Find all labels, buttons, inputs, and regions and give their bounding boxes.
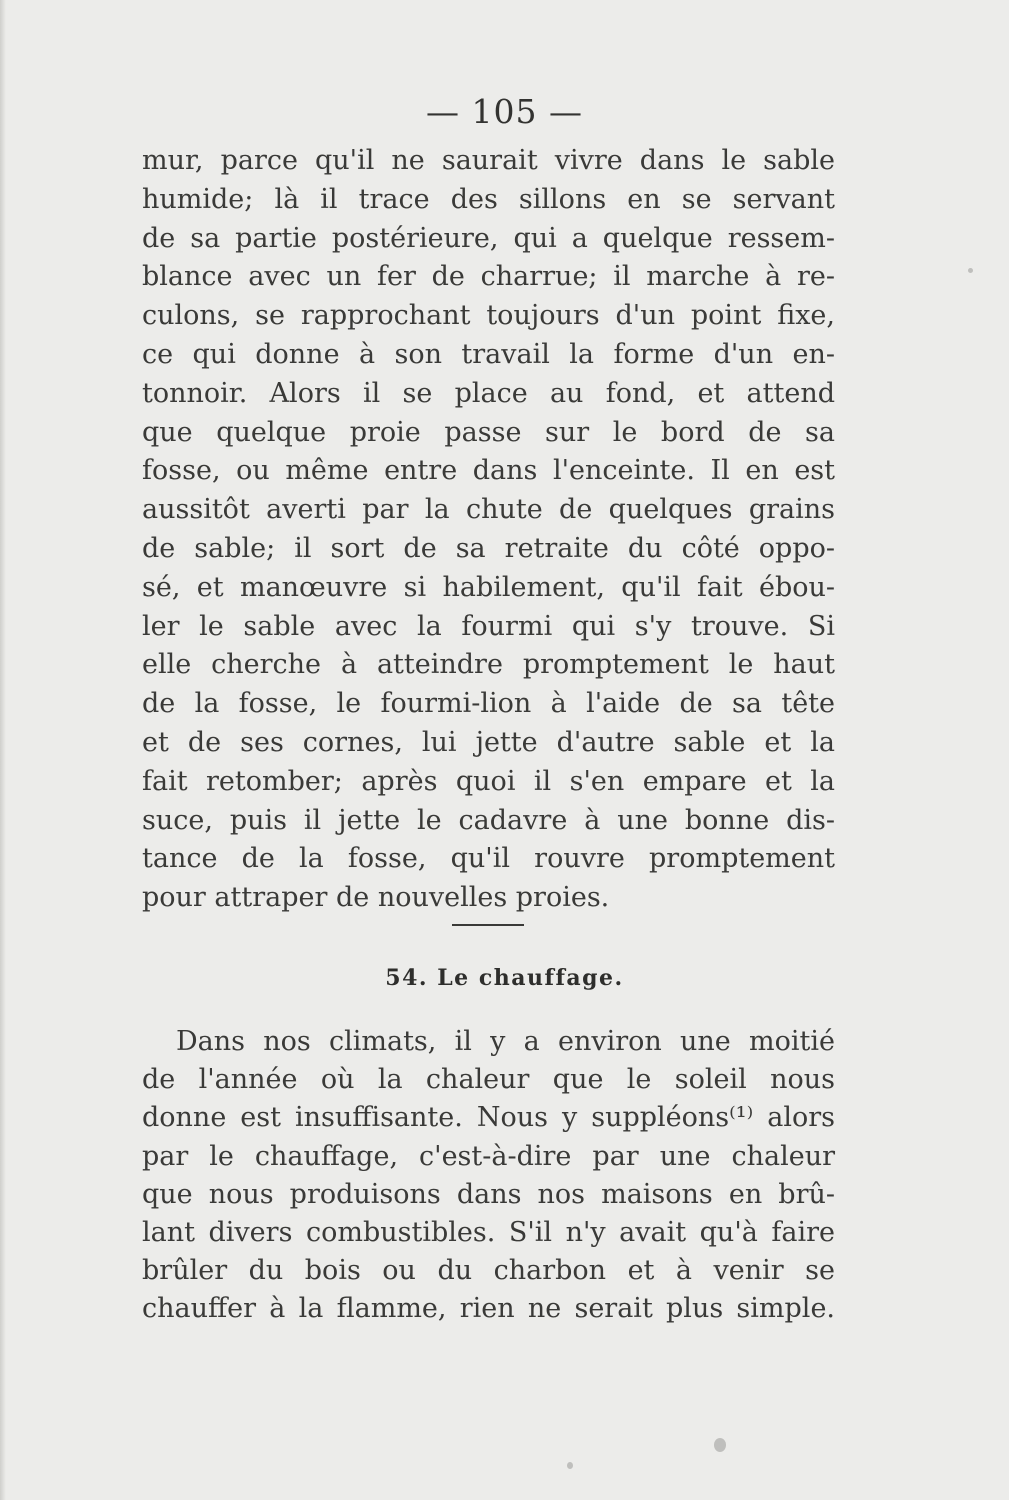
text-line: tonnoir. Alors il se place au fond, et attend xyxy=(142,377,835,409)
section-heading: 54. Le chauffage. xyxy=(385,965,624,991)
text-line: brûler du bois ou du charbon et à venir se xyxy=(142,1255,835,1287)
text-line: fait retomber; après quoi il s'en empare et la xyxy=(142,765,835,797)
paper-speck xyxy=(968,268,973,273)
paragraph-ant-lion xyxy=(142,142,835,918)
text-line: sé, et manœuvre si habilement, qu'il fait ébou- xyxy=(142,571,835,603)
paper-speck xyxy=(567,1462,573,1469)
text-line: de sa partie postérieure, qui a quelque ressem- xyxy=(142,222,835,254)
paper-speck xyxy=(714,1438,726,1452)
text-line: que quelque proie passe sur le bord de sa xyxy=(142,416,835,448)
text-line: lant divers combustibles. S'il n'y avait qu'à faire xyxy=(142,1216,835,1248)
section-divider xyxy=(452,924,524,926)
text-line: de l'année où la chaleur que le soleil nous xyxy=(142,1064,835,1096)
text-line: Dans nos climats, il y a environ une moitié xyxy=(176,1026,835,1057)
text-line: blance avec un fer de charrue; il marche à re- xyxy=(142,261,835,293)
text-line: aussitôt averti par la chute de quelques grains xyxy=(142,494,835,526)
text-line: par le chauffage, c'est-à-dire par une chaleur xyxy=(142,1140,835,1172)
text-line: culons, se rapprochant toujours d'un point fixe, xyxy=(142,300,835,332)
text-line: ce qui donne à son travail la forme d'un en- xyxy=(142,338,835,370)
text-line: et de ses cornes, lui jette d'autre sable et la xyxy=(142,726,835,758)
text-line: humide; là il trace des sillons en se servant xyxy=(142,183,835,215)
text-line: de la fosse, le fourmi-lion à l'aide de sa tête xyxy=(142,688,835,720)
page-edge xyxy=(0,0,6,1500)
text-line: pour attraper de nouvelles proies. xyxy=(142,882,610,914)
text-line: ler le sable avec la fourmi qui s'y trouve. Si xyxy=(142,610,835,642)
text-line: elle cherche à atteindre promptement le haut xyxy=(142,649,835,681)
text-line: fosse, ou même entre dans l'enceinte. Il en est xyxy=(142,455,835,487)
text-line: mur, parce qu'il ne saurait vivre dans le sable xyxy=(142,145,835,176)
text-line: chauffer à la flamme, rien ne serait plus simple. xyxy=(142,1293,835,1325)
text-line: que nous produisons dans nos maisons en brû- xyxy=(142,1178,835,1210)
text-line: donne est insuffisante. Nous y suppléons⁽¹⁾ alors xyxy=(142,1102,835,1134)
text-line: tance de la fosse, qu'il rouvre promptement xyxy=(142,843,835,875)
text-line: de sable; il sort de sa retraite du côté oppo- xyxy=(142,532,835,564)
text-line: suce, puis il jette le cadavre à une bonne dis- xyxy=(142,804,835,836)
paragraph-heating xyxy=(142,1023,835,1329)
page-number: — 105 — xyxy=(426,92,583,131)
